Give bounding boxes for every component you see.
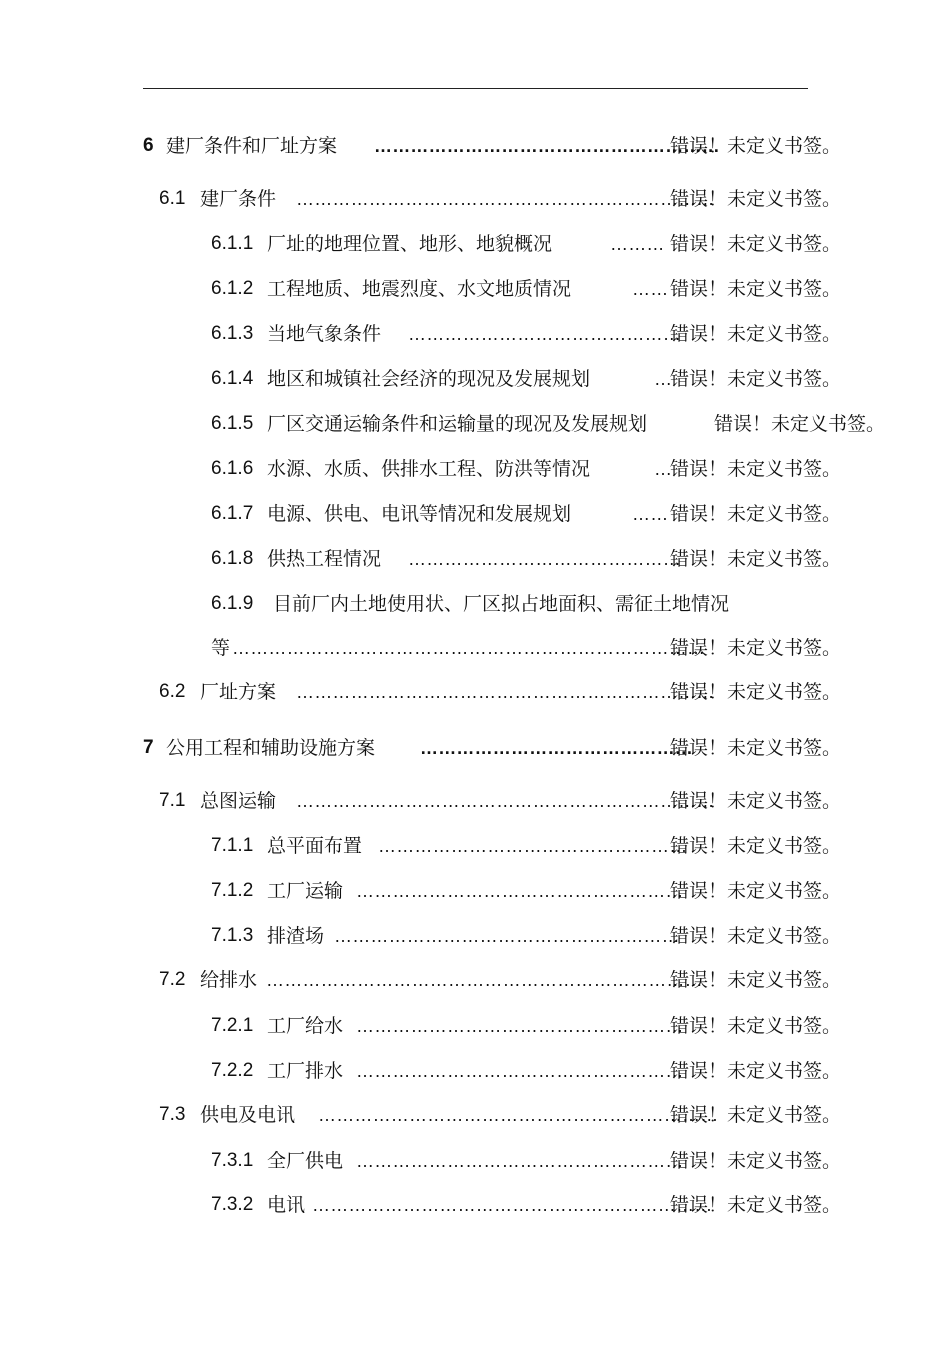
toc-number: 7.2.2 xyxy=(211,1060,254,1081)
toc-title: 水源、水质、供排水工程、防洪等情况 xyxy=(267,458,591,480)
toc-leader-dots: …… xyxy=(632,279,669,299)
header-rule xyxy=(143,88,808,89)
toc-entry[interactable] xyxy=(0,1190,950,1220)
toc-page-ref: 错误！未定义书签。 xyxy=(670,637,842,659)
toc-title: 地区和城镇社会经济的现况及发展规划 xyxy=(267,368,591,390)
toc-number: 7.3 xyxy=(159,1104,186,1125)
toc-title: 目前厂内土地使用状、厂区拟占地面积、需征土地情况 xyxy=(273,593,730,615)
toc-page-ref: 错误！未定义书签。 xyxy=(670,737,842,759)
toc-number: 6.1.2 xyxy=(211,278,254,299)
toc-page-ref: 错误！未定义书签。 xyxy=(670,835,842,857)
toc-number: 7.3.2 xyxy=(211,1194,254,1215)
toc-title: 工厂给水 xyxy=(267,1015,344,1037)
toc-leader-dots: … xyxy=(654,369,673,389)
toc-page-ref: 错误！未定义书签。 xyxy=(670,368,842,390)
toc-page-ref: 错误！未定义书签。 xyxy=(670,188,842,210)
toc-title: 厂址方案 xyxy=(200,681,277,703)
toc-entry[interactable] xyxy=(0,184,950,214)
toc-leader-dots: ………………………………………………………… xyxy=(312,1195,713,1215)
toc-number: 7.2 xyxy=(159,969,186,990)
toc-title: 公用工程和辅助设施方案 xyxy=(166,737,376,759)
toc-leader-dots: ……………………………………………… xyxy=(356,1151,684,1171)
toc-page-ref: 错误！未定义书签。 xyxy=(670,790,842,812)
toc-entry[interactable] xyxy=(0,1146,950,1176)
toc-number: 6.1.6 xyxy=(211,458,254,479)
toc-leader-dots: ……………………………………………… xyxy=(356,1016,684,1036)
toc-number: 6.1.5 xyxy=(211,413,254,434)
toc-title: 工厂运输 xyxy=(267,880,344,902)
toc-title: 供电及电讯 xyxy=(200,1104,296,1126)
toc-page-ref: 错误！未定义书签。 xyxy=(670,278,842,300)
toc-entry[interactable] xyxy=(0,229,950,259)
toc-page-ref: 错误！未定义书签。 xyxy=(670,548,842,570)
toc-leader-dots: ……………………………………… xyxy=(408,324,681,344)
toc-title: 建厂条件 xyxy=(200,188,277,210)
toc-number: 6.2 xyxy=(159,681,186,702)
toc-entry[interactable] xyxy=(0,786,950,816)
toc-page-ref: 错误！未定义书签。 xyxy=(670,1150,842,1172)
toc-entry[interactable] xyxy=(0,454,950,484)
toc-leader-dots: …… xyxy=(632,504,669,524)
toc-page-ref: 错误！未定义书签。 xyxy=(670,135,842,157)
toc-number: 6.1.4 xyxy=(211,368,254,389)
toc-leader-dots: ……………………………………………………………… xyxy=(266,970,703,990)
toc-title: 总图运输 xyxy=(200,790,277,812)
toc-page-ref: 错误！未定义书签。 xyxy=(714,413,886,435)
toc-leader-dots: ……………………………………………… xyxy=(356,1061,684,1081)
toc-leader-dots: …………………………………………………………… xyxy=(296,189,715,209)
toc-title: 厂区交通运输条件和运输量的现况及发展规划 xyxy=(267,413,648,435)
toc-entry[interactable] xyxy=(0,1056,950,1086)
toc-number: 7.2.1 xyxy=(211,1015,254,1036)
toc-number: 7 xyxy=(143,737,154,758)
toc-entry[interactable] xyxy=(0,831,950,861)
toc-title: 总平面布置 xyxy=(267,835,363,857)
toc-page-ref: 错误！未定义书签。 xyxy=(670,503,842,525)
toc-page-ref: 错误！未定义书签。 xyxy=(670,681,842,703)
toc-leader-dots: ………………………………………………… xyxy=(334,926,680,946)
toc-title: 等 xyxy=(211,637,231,659)
toc-number: 6.1 xyxy=(159,188,186,209)
toc-title: 工程地质、地震烈度、水文地质情况 xyxy=(267,278,572,300)
toc-page-ref: 错误！未定义书签。 xyxy=(670,880,842,902)
toc-page-ref: 错误！未定义书签。 xyxy=(670,1060,842,1082)
toc-number: 7.1.3 xyxy=(211,925,254,946)
toc-title: 建厂条件和厂址方案 xyxy=(166,135,338,157)
toc-number: 6.1.1 xyxy=(211,233,254,254)
toc-number: 6.1.3 xyxy=(211,323,254,344)
toc-leader-dots: ……… xyxy=(610,234,665,254)
toc-entry[interactable] xyxy=(0,544,950,574)
toc-entry[interactable] xyxy=(0,1011,950,1041)
toc-entry-continuation[interactable] xyxy=(0,633,950,663)
toc-number: 6.1.9 xyxy=(211,593,254,614)
toc-leader-dots: ……………………………………………… xyxy=(356,881,684,901)
toc-leader-dots: ……………………………………… xyxy=(408,549,681,569)
toc-title: 供热工程情况 xyxy=(267,548,382,570)
toc-page-ref: 错误！未定义书签。 xyxy=(670,233,842,255)
toc-entry[interactable] xyxy=(0,364,950,394)
toc-entry[interactable] xyxy=(0,677,950,707)
toc-leader-dots: …………………………………………………………… xyxy=(296,682,715,702)
toc-page-ref: 错误！未定义书签。 xyxy=(670,1194,842,1216)
toc-entry[interactable] xyxy=(0,876,950,906)
toc-page-ref: 错误！未定义书签。 xyxy=(670,323,842,345)
toc-page-ref: 错误！未定义书签。 xyxy=(670,1015,842,1037)
toc-title: 给排水 xyxy=(200,969,258,991)
toc-entry[interactable] xyxy=(0,921,950,951)
toc-number: 7.1.1 xyxy=(211,835,254,856)
toc-page-ref: 错误！未定义书签。 xyxy=(670,925,842,947)
toc-entry[interactable] xyxy=(0,409,950,439)
toc-entry[interactable] xyxy=(0,965,950,995)
toc-title: 全厂供电 xyxy=(267,1150,344,1172)
toc-page-ref: 错误！未定义书签。 xyxy=(670,458,842,480)
toc-entry[interactable] xyxy=(0,589,950,619)
toc-title: 当地气象条件 xyxy=(267,323,382,345)
toc-leader-dots: …………………………………………… xyxy=(378,836,688,856)
toc-entry[interactable] xyxy=(0,131,950,161)
toc-leader-dots: … xyxy=(654,459,673,479)
toc-number: 6.1.7 xyxy=(211,503,254,524)
toc-title: 电源、供电、电讯等情况和发展规划 xyxy=(267,503,572,525)
toc-title: 电讯 xyxy=(267,1194,306,1216)
toc-entry[interactable] xyxy=(0,319,950,349)
toc-title: 工厂排水 xyxy=(267,1060,344,1082)
toc-number: 7.3.1 xyxy=(211,1150,254,1171)
toc-entry[interactable] xyxy=(0,733,950,763)
toc-title: 厂址的地理位置、地形、地貌概况 xyxy=(267,233,553,255)
toc-number: 6 xyxy=(143,135,154,156)
toc-entry[interactable] xyxy=(0,1100,950,1130)
toc-number: 7.1.2 xyxy=(211,880,254,901)
toc-leader-dots: ………………………………………………… xyxy=(374,136,720,156)
toc-leader-dots: ………………………………………………………… xyxy=(318,1105,719,1125)
toc-entry[interactable] xyxy=(0,274,950,304)
toc-entry[interactable] xyxy=(0,499,950,529)
toc-page-ref: 错误！未定义书签。 xyxy=(670,969,842,991)
toc-number: 7.1 xyxy=(159,790,186,811)
toc-leader-dots: ……………………………………… xyxy=(420,738,693,758)
toc-title: 排渣场 xyxy=(267,925,325,947)
toc-page-ref: 错误！未定义书签。 xyxy=(670,1104,842,1126)
toc-leader-dots: …………………………………………………………… xyxy=(296,791,715,811)
toc-number: 6.1.8 xyxy=(211,548,254,569)
toc-leader-dots: …………………………………………………………………… xyxy=(232,638,706,658)
